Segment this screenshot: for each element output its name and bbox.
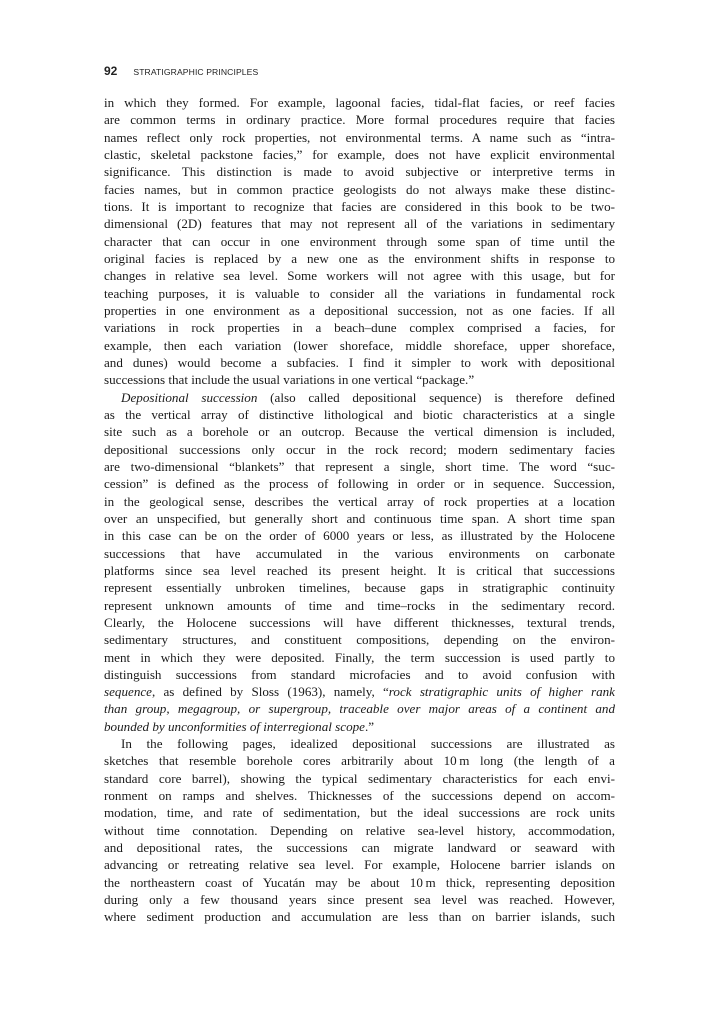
paragraph-1 — [104, 94, 615, 389]
text-line: sketches that resemble borehole cores arbitrarily about 10 m long (the length of a — [104, 753, 615, 769]
body-text — [104, 94, 615, 926]
text-line: Clearly, the Holocene successions will have different thicknesses, textural trends, — [104, 614, 615, 630]
text-line: sedimentary structures, and constituent compositions, depending on the environ- — [104, 632, 615, 648]
text-line: ment in which they were deposited. Finally, the term succession is used partly to — [104, 649, 615, 665]
defined-term: Depositional succession — [121, 389, 258, 405]
text-line: successions that have accumulated in the various environments on carbonate — [104, 545, 615, 561]
text-line: cession” is defined as the process of following in order or in sequence. Succession, — [104, 476, 615, 492]
quotation: bounded by unconformities of interregional scope — [104, 718, 365, 734]
text-line: sequence, as defined by Sloss (1963), namely, “rock stratigraphic units of higher rank — [104, 684, 615, 700]
text-line: significance. This distinction is made to avoid subjective or interpretive terms in — [104, 164, 615, 180]
paragraph-3 — [104, 735, 615, 926]
text-line: depositional successions only occur in the rock record; modern sedimentary facies — [104, 441, 615, 457]
paragraph-2 — [104, 389, 615, 736]
text-line: during only a few thousand years since present sea level was reached. However, — [104, 892, 615, 908]
text-line: successions that include the usual variations in one vertical “package.” — [104, 372, 475, 388]
text-line: character that can occur in one environment through some span of time until the — [104, 233, 615, 249]
text-line: and depositional rates, the successions can migrate landward or seaward with — [104, 840, 615, 856]
text-line: and dunes) would become a subfacies. I find it simpler to work with depositional — [104, 354, 615, 370]
text-line: platforms since sea level reached its present height. It is critical that successions — [104, 562, 615, 578]
running-head: STRATIGRAPHIC PRINCIPLES — [133, 67, 259, 77]
text-line: variations in rock properties in a beach–dune complex comprised a facies, for — [104, 320, 615, 336]
text-line: where sediment production and accumulation are less than on barrier islands, such — [104, 909, 615, 925]
text-line — [104, 700, 615, 717]
text-line: names reflect only rock properties, not environmental terms. A name such as “intra- — [104, 129, 615, 145]
text-line: in the geological sense, describes the vertical array of rock properties at a location — [104, 493, 615, 509]
text-line: dimensional (2D) features that may not represent all of the variations in sedimentary — [104, 216, 615, 232]
text-line: in which they formed. For example, lagoonal facies, tidal-flat facies, or reef facies — [104, 95, 615, 110]
text-line: facies names, but in common practice geologists do not always make these distinc- — [104, 181, 615, 197]
text-line: represent essentially unbroken timelines, because gaps in stratigraphic continuity — [104, 580, 615, 596]
text-line: Depositional succession (also called depositional sequence) is therefore defined — [121, 389, 615, 405]
text-line: In the following pages, idealized depositional successions are illustrated as — [121, 736, 615, 752]
text-line: example, then each variation (lower shoreface, middle shoreface, upper shoreface, — [104, 337, 615, 353]
text-line: ronment on ramps and shelves. Thicknesses of the successions depend on accom- — [104, 788, 615, 804]
text-line: changes in relative sea level. Some workers will not agree with this usage, but for — [104, 268, 615, 284]
text-line: teaching purposes, it is valuable to consider all the variations in fundamental rock — [104, 285, 615, 301]
text-line: site such as a borehole or an outcrop. Because the vertical dimension is included, — [104, 424, 615, 440]
page-number: 92 — [104, 64, 118, 78]
quotation: than group, megagroup, or supergroup, traceable over major areas of a continent and — [104, 701, 615, 717]
italic-term: sequence — [104, 684, 152, 700]
text-line: bounded by unconformities of interregional scope.” — [104, 718, 375, 734]
text-line: the northeastern coast of Yucatán may be about 10 m thick, representing deposition — [104, 874, 615, 890]
text-line: properties in one environment as a depositional succession, not as one facies. If all — [104, 302, 615, 318]
text-line: clastic, skeletal packstone facies,” for example, does not have explicit environmental — [104, 146, 615, 162]
page-header — [104, 62, 258, 80]
text-line: standard core barrel), showing the typical sedimentary characteristics for each envi- — [104, 770, 615, 786]
text-line: modation, time, and rate of sedimentation, but the ideal successions are rock units — [104, 805, 615, 821]
text-line: distinguish successions from standard microfacies and to avoid confusion with — [104, 666, 615, 682]
text-line: in this case can be on the order of 6000 years or less, as illustrated by the Holocene — [104, 528, 615, 544]
text-line: without time connotation. Depending on relative sea-level history, accommodation, — [104, 822, 615, 838]
quotation: rock stratigraphic units of higher rank — [388, 684, 615, 700]
text-line: original facies is replaced by a new one as the environment shifts in response to — [104, 250, 615, 266]
text-line: are common terms in ordinary practice. More formal procedures require that facies — [104, 112, 615, 128]
text-line: over an unspecified, but generally short and continuous time span. A short time span — [104, 510, 615, 526]
text-line: as the vertical array of distinctive lithological and biotic characteristics at a single — [104, 406, 615, 422]
text-line: advancing or retreating relative sea level. For example, Holocene barrier islands on — [104, 857, 615, 873]
text-line: tions. It is important to recognize that facies are considered in this book to be two- — [104, 198, 615, 214]
text-line: are two-dimensional “blankets” that represent a single, short time. The word “suc- — [104, 458, 615, 474]
text-line: represent unknown amounts of time and time–rocks in the sedimentary record. — [104, 597, 615, 613]
